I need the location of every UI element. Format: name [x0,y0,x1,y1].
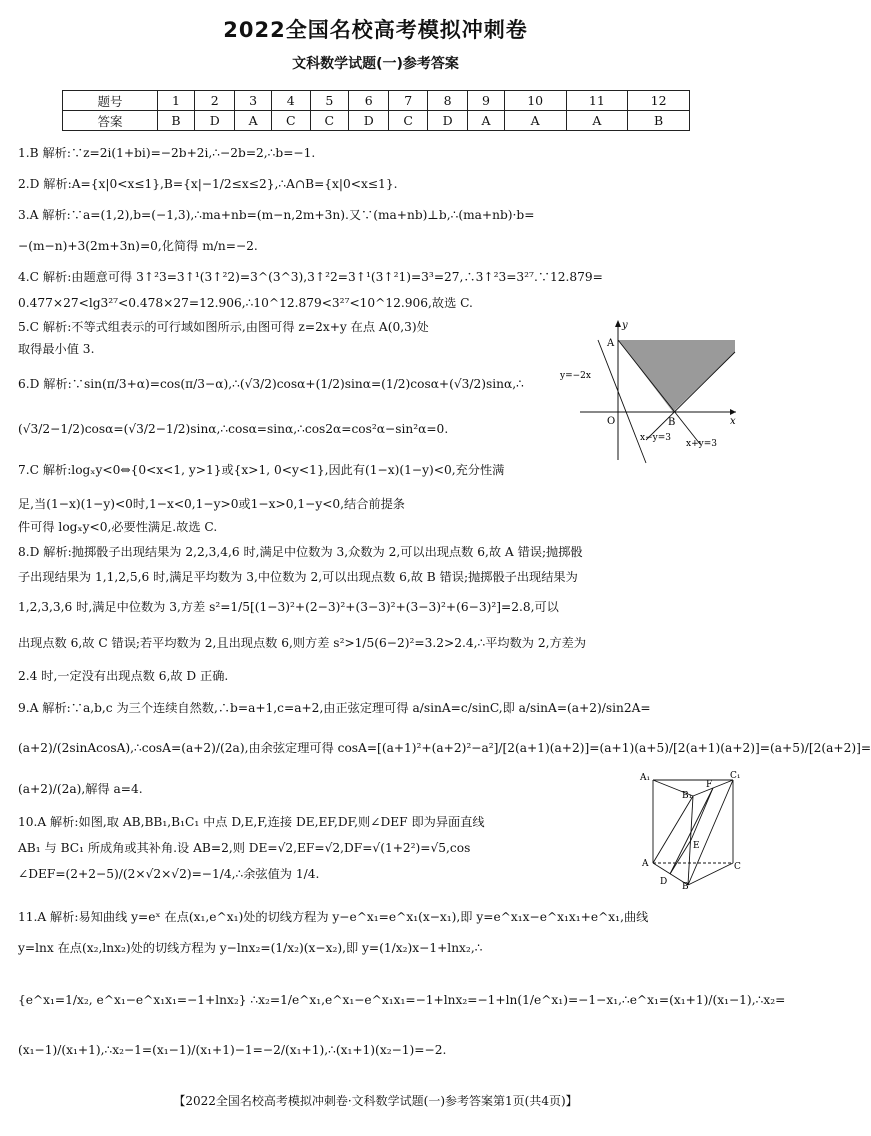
solution-8-line5: 2.4 时,一定没有出现点数 6,故 D 正确. [18,669,229,683]
row-label-number: 题号 [63,91,158,111]
table-row-numbers [63,91,690,111]
table-cell: C [310,111,349,131]
segment-de [670,840,691,874]
feasible-region [618,340,735,412]
label-f: F [706,780,713,790]
solution-9-line2: (a+2)/(2sinAcosA),∴cosA=(a+2)/(2a),由余弦定理可得 cosA=[(a+1)²+(a+2)²−a²]/[2(a+1)(a+2)]=(a+1)(a+5)/[2(a+1)(a+2)]=(a+5)/[2(a+2)]= [18,741,871,755]
solution-9-line1: 9.A 解析:∵a,b,c 为三个连续自然数,∴b=a+1,c=a+2,由正弦定理可得 a/sinA=c/sinC,即 a/sinA=(a+2)/sin2A= [18,701,651,715]
table-cell: A [566,111,628,131]
solution-11-line4: (x₁−1)/(x₁+1),∴x₂−1=(x₁−1)/(x₁+1)−1=−2/(x₁+1),∴(x₁+1)(x₂−1)=−2. [18,1043,447,1057]
solution-1: 1.B 解析:∵z=2i(1+bi)=−2b+2i,∴−2b=2,∴b=−1. [18,146,316,160]
table-cell: D [427,111,467,131]
table-row-answers [63,111,690,131]
solution-4-line1: 4.C 解析:由题意可得 3↑²3=3↑¹(3↑²2)=3^(3^3),3↑²2=3↑¹(3↑²1)=3³=27,∴3↑²3=3²⁷.∵12.879= [18,270,603,284]
label-c: C [734,862,741,872]
label-a1: A₁ [640,773,651,783]
table-cell: 3 [235,91,272,111]
solution-11-line1: 11.A 解析:易知曲线 y=eˣ 在点(x₁,e^x₁)处的切线方程为 y−e^x₁=e^x₁(x−x₁),即 y=e^x₁x−e^x₁x₁+e^x₁,曲线 [18,910,649,924]
solution-11-line2: y=lnx 在点(x₂,lnx₂)处的切线方程为 y−lnx₂=(1/x₂)(x−x₂),即 y=(1/x₂)x−1+lnx₂,∴ [18,941,483,955]
table-cell: D [195,111,235,131]
origin-label: O [607,416,616,427]
page-footer: 【2022全国名校高考模拟冲刺卷·文科数学试题(一)参考答案第1页(共4页)】 [173,1094,578,1108]
solution-11-line3: {e^x₁=1/x₂, e^x₁−e^x₁x₁=−1+lnx₂} ∴x₂=1/e^x₁,e^x₁−e^x₁x₁=−1+lnx₂=−1+ln(1/e^x₁)=−1−x₁,∴e^x₁=(x₁+1)/(x₁−1),∴x₂= [18,993,786,1007]
line-x-minus-y-3-label: x−y=3 [640,433,671,443]
solution-10-line2: AB₁ 与 BC₁ 所成角或其补角.设 AB=2,则 DE=√2,EF=√2,DF=√(1+2²)=√5,cos [18,841,471,855]
solution-3-line2: −(m−n)+3(2m+3n)=0,化简得 m/n=−2. [18,239,258,253]
table-cell: 12 [628,91,690,111]
solution-8-line2: 子出现结果为 1,1,2,5,6 时,满足平均数为 3,中位数为 2,可以出现点数 6,故 B 错误;抛掷骰子出现结果为 [18,570,578,584]
table-cell: B [628,111,690,131]
table-cell: C [389,111,428,131]
table-cell: A [468,111,505,131]
edge-b-c [688,863,733,885]
solution-3-line1: 3.A 解析:∵a=(1,2),b=(−1,3),∴ma+nb=(m−n,2m+3n).又∵(ma+nb)⊥b,∴(ma+nb)·b= [18,208,535,222]
table-cell: 2 [195,91,235,111]
solution-7-line2: 足,当(1−x)(1−y)<0时,1−x<0,1−y>0或1−x>0,1−y<0,结合前提条 [18,497,405,511]
solution-4-line2: 0.477×27<lg3²⁷<0.478×27=12.906,∴10^12.879<3²⁷<10^12.906,故选 C. [18,296,473,310]
solution-8-line3: 1,2,3,3,6 时,满足中位数为 3,方差 s²=1/5[(1−3)²+(2−3)²+(3−3)²+(3−3)²+(6−3)²]=2.8,可以 [18,600,559,614]
label-c1: C₁ [730,771,741,781]
table-cell: C [271,111,310,131]
x-axis-label: x [730,416,736,427]
y-axis-label: y [622,320,628,331]
label-d: D [660,877,668,887]
table-cell: D [349,111,389,131]
prism-figure [638,768,743,890]
segment-ab1 [653,796,693,863]
page-subtitle: 文科数学试题(一)参考答案 [292,56,459,72]
point-b-label: B [668,417,676,428]
table-cell: 4 [271,91,310,111]
row-label-answer: 答案 [63,111,158,131]
table-cell: 7 [389,91,428,111]
table-cell: B [157,111,194,131]
solution-7-line3: 件可得 logₓy<0,必要性满足.故选 C. [18,520,218,534]
table-cell: A [504,111,566,131]
solution-6-line1: 6.D 解析:∵sin(π/3+α)=cos(π/3−α),∴(√3/2)cosα+(1/2)sinα=(1/2)cosα+(√3/2)sinα,∴ [18,377,524,391]
table-cell: 1 [157,91,194,111]
table-cell: A [235,111,272,131]
feasible-region-graph [560,318,740,463]
table-cell: 5 [310,91,349,111]
solution-10-line3: ∠DEF=(2+2−5)/(2×√2×√2)=−1/4,∴余弦值为 1/4. [18,867,320,881]
solution-5-line2: 取得最小值 3. [18,342,95,356]
solution-8-line4: 出现点数 6,故 C 错误;若平均数为 2,且出现点数 6,则方差 s²>1/5(6−2)²=3.2>2.4,∴平均数为 2,方差为 [18,636,587,650]
table-cell: 10 [504,91,566,111]
table-cell: 11 [566,91,628,111]
solution-8-line1: 8.D 解析:抛掷骰子出现结果为 2,2,3,4,6 时,满足中位数为 3,众数为 2,可以出现点数 6,故 A 错误;抛掷骰 [18,545,583,559]
solution-9-line3: (a+2)/(2a),解得 a=4. [18,782,143,796]
y-axis-arrow [615,320,621,327]
solution-6-line2: (√3/2−1/2)cosα=(√3/2−1/2)sinα,∴cosα=sinα,∴cos2α=cos²α−sin²α=0. [18,422,449,436]
solution-2: 2.D 解析:A={x|0<x≤1},B={x|−1/2≤x≤2},∴A∩B={x|0<x≤1}. [18,177,398,191]
page-title: 2022全国名校高考模拟冲刺卷 [223,18,528,42]
line-y-neg-2x-label: y=−2x [560,371,591,381]
solution-7-line1: 7.C 解析:logₓy<0⇔{0<x<1, y>1}或{x>1, 0<y<1},因此有(1−x)(1−y)<0,充分性满 [18,463,505,477]
label-b1: B₁ [682,791,693,801]
table-cell: 8 [427,91,467,111]
line-x-plus-y-3-label: x+y=3 [686,439,717,449]
table-cell: 6 [349,91,389,111]
label-e: E [693,841,700,851]
label-b: B [682,882,689,892]
point-a-label: A [607,338,615,349]
solution-10-line1: 10.A 解析:如图,取 AB,BB₁,B₁C₁ 中点 D,E,F,连接 DE,EF,DF,则∠DEF 即为异面直线 [18,815,485,829]
answer-table [62,90,690,131]
table-cell: 9 [468,91,505,111]
x-axis-arrow [730,409,736,415]
solution-5-line1: 5.C 解析:不等式组表示的可行域如图所示,由图可得 z=2x+y 在点 A(0,3)处 [18,320,429,334]
label-a: A [642,859,649,869]
